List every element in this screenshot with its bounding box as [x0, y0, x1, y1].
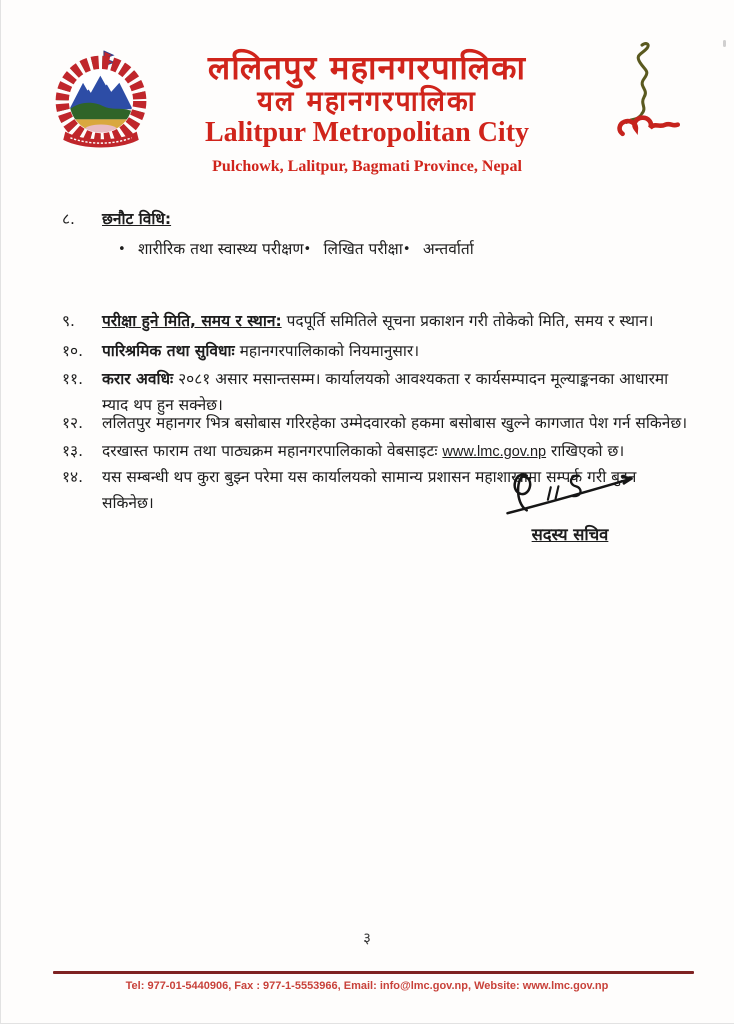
signature-scribble-icon	[495, 468, 645, 518]
bullet-dot-icon: •	[303, 242, 312, 257]
bullet-text: अन्तर्वार्ता	[422, 240, 474, 258]
list-item-text: ललितपुर महानगर भित्र बसोबास गरिरहेका उम्मेदवारको हकमा बसोबास खुल्ने कागजात पेश गर्न सकिनेछ।	[102, 414, 688, 432]
page-number: ३	[363, 929, 371, 947]
newari-monogram-icon	[598, 40, 686, 142]
bullet-text: शारीरिक तथा स्वास्थ्य परीक्षण	[138, 240, 304, 258]
title-newari-script: यल महानगरपालिका	[257, 85, 477, 118]
footer-contact-line: Tel: 977-01-5440906, Fax : 977-1-5553966, Email: info@lmc.gov.np, Website: www.lmc.gov.np	[125, 980, 609, 992]
list-item-number: १२.	[62, 414, 84, 432]
signatory-title: सदस्य सचिव	[531, 525, 609, 544]
list-item	[62, 308, 692, 334]
list-item-text: परीक्षा हुने मिति, समय र स्थान: पदपूर्ति समितिले सूचना प्रकाशन गरी तोकेको मिति, समय र स्थान।	[102, 312, 654, 330]
bullet-text: लिखित परीक्षा	[323, 240, 403, 258]
bullet-dot-icon: •	[118, 242, 126, 257]
list-item-number: १३.	[62, 442, 84, 460]
title-devanagari: ललितपुर महानगरपालिका	[207, 48, 527, 87]
list-item	[62, 410, 692, 436]
list-item-number: १४.	[62, 468, 84, 486]
website-link: www.lmc.gov.np	[442, 444, 547, 460]
bullet-item	[304, 236, 403, 263]
list-item-heading: करार अवधिः	[102, 370, 174, 388]
address-line: Pulchowk, Lalitpur, Bagmati Province, Nepal	[212, 158, 522, 176]
signature-block	[492, 468, 648, 545]
list-item-heading: छनौट विधि:	[102, 210, 172, 228]
scan-artifact	[723, 40, 726, 47]
list-item	[62, 206, 692, 232]
list-item-text: पारिश्रमिक तथा सुविधाः महानगरपालिकाको नियमानुसार।	[102, 342, 420, 360]
title-english: Lalitpur Metropolitan City	[204, 117, 530, 149]
list-item	[62, 438, 692, 465]
list-item-text: करार अवधिः २०८१ असार मसान्तसम्म। कार्यालयको आवश्यकता र कार्यसम्पादन मूल्याङ्कनका आधारमा म्याद थप हुन सक्नेछ।	[102, 370, 669, 414]
list-item-text	[102, 206, 171, 232]
footer-divider	[53, 971, 694, 974]
bullet-dot-icon: •	[402, 242, 411, 257]
list-item-number: ८.	[62, 210, 75, 228]
bullet-list	[118, 236, 692, 263]
bullet-item	[403, 236, 474, 263]
list-item-number: १०.	[62, 342, 84, 360]
list-item-heading: परीक्षा हुने मिति, समय र स्थान:	[102, 312, 282, 330]
list-item-heading: पारिश्रमिक तथा सुविधाः	[102, 342, 235, 360]
list-item	[62, 338, 692, 364]
bullet-item	[118, 236, 304, 263]
list-item-text: यस सम्बन्धी थप कुरा बुझ्न परेमा यस कार्यालयको सामान्य प्रशासन महाशाखामा सम्पर्क गरी बुझ्न सकिनेछ।	[102, 468, 637, 512]
list-item-text: दरखास्त फाराम तथा पाठ्यक्रम महानगरपालिकाको वेबसाइटः www.lmc.gov.np राखिएको छ।	[102, 442, 625, 460]
list-item-number: ११.	[62, 370, 84, 388]
list-item-number: ९.	[62, 312, 75, 330]
